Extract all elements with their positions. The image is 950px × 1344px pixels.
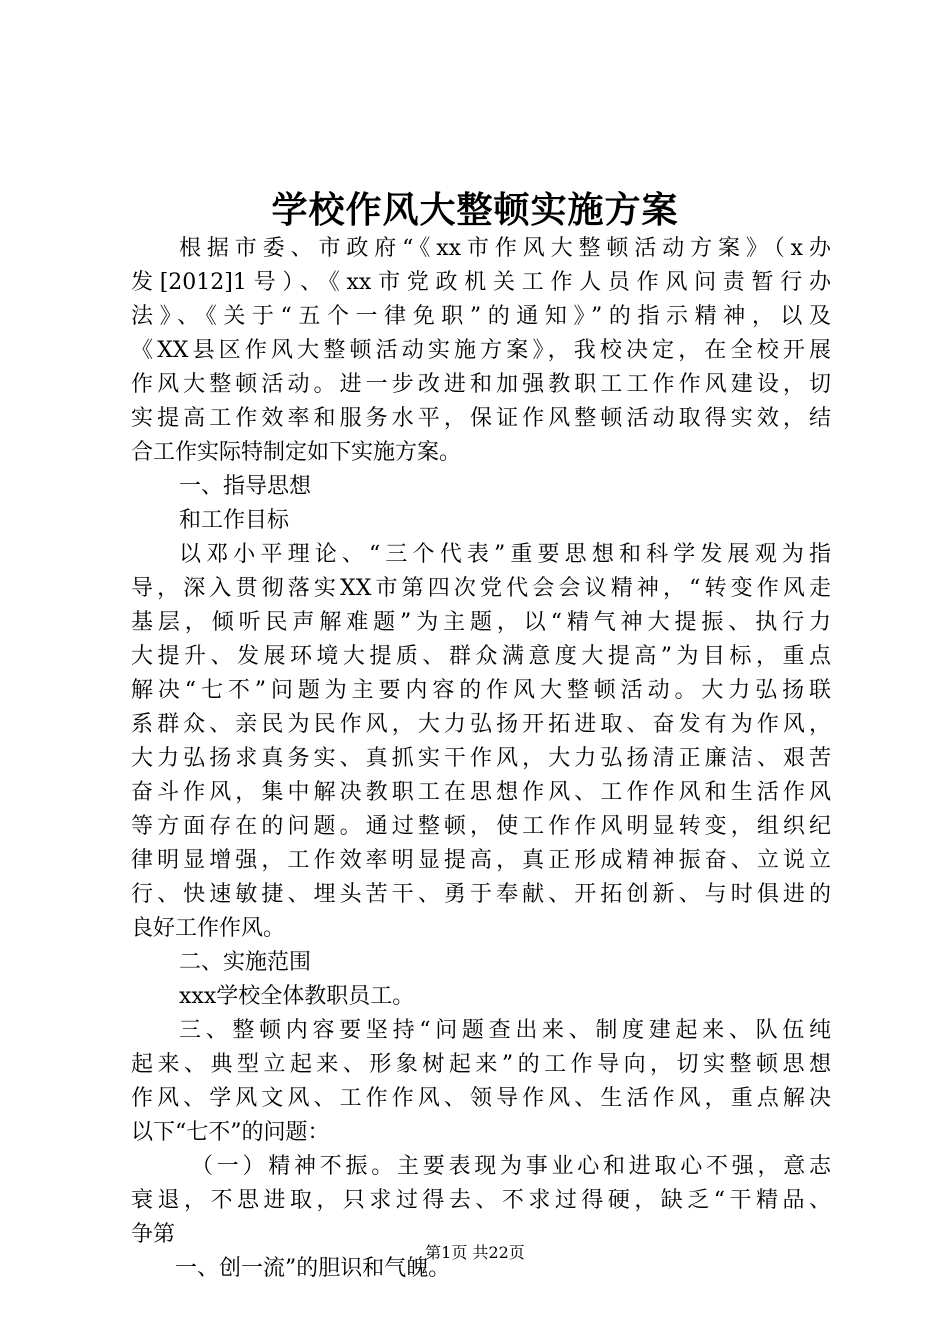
body-line: 合工作实际特制定如下实施方案。 <box>131 440 462 465</box>
body-line: 发[2012]1号）、《xx市党政机关工作人员作风问责暂行办 <box>131 270 831 295</box>
body-line: （一）精神不振。主要表现为事业心和进取心不强，意志 <box>191 1154 831 1179</box>
body-line: 《XX县区作风大整顿活动实施方案》，我校决定，在全校开展 <box>131 338 831 363</box>
section-heading: 一、指导思想 <box>179 474 312 499</box>
body-line: 根据市委、市政府“《xx市作风大整顿活动方案》（x办 <box>179 236 831 261</box>
body-line: 争第 <box>131 1222 176 1247</box>
body-line: 以邓小平理论、“三个代表”重要思想和科学发展观为指 <box>179 542 831 567</box>
body-line: 作风大整顿活动。进一步改进和加强教职工工作作风建设，切 <box>131 372 831 397</box>
body-line: 以下“七不”的问题： <box>131 1120 330 1145</box>
body-line: 系群众、亲民为民作风，大力弘扬开拓进取、奋发有为作风， <box>131 712 831 737</box>
body-line: 一、创一流”的胆识和气魄。 <box>175 1256 451 1281</box>
body-line: 基层，倾听民声解难题”为主题，以“精气神大提振、执行力 <box>131 610 831 635</box>
body-line: 大力弘扬求真务实、真抓实干作风，大力弘扬清正廉洁、艰苦 <box>131 746 831 771</box>
section-heading: 三、整顿内容要坚持“问题查出来、制度建起来、队伍纯 <box>179 1018 831 1043</box>
body-line: 律明显增强，工作效率明显提高，真正形成精神振奋、立说立 <box>131 848 831 873</box>
body-line: 作风、学风文风、工作作风、领导作风、生活作风，重点解决 <box>131 1086 831 1111</box>
page-footer: 第1页 共22页 <box>425 1243 525 1262</box>
body-line: 衰退，不思进取，只求过得去、不求过得硬，缺乏“干精品、 <box>131 1188 831 1213</box>
body-line: 大提升、发展环境大提质、群众满意度大提高”为目标，重点 <box>131 644 831 669</box>
body-line: 行、快速敏捷、埋头苦干、勇于奉献、开拓创新、与时俱进的 <box>131 882 831 907</box>
body-line: xxx学校全体教职员工。 <box>179 984 415 1009</box>
document-body <box>131 232 831 1286</box>
body-line: 法》、《关于“五个一律免职”的通知》”的指示精神，以及 <box>131 304 831 329</box>
body-line: 奋斗作风，集中解决教职工在思想作风、工作作风和生活作风 <box>131 780 831 805</box>
section-heading: 二、实施范围 <box>179 950 312 975</box>
document-title: 学校作风大整顿实施方案 <box>271 189 679 231</box>
body-line: 解决“七不”问题为主要内容的作风大整顿活动。大力弘扬联 <box>131 678 831 703</box>
body-line: 实提高工作效率和服务水平，保证作风整顿活动取得实效，结 <box>131 406 831 431</box>
body-line: 导，深入贯彻落实XX市第四次党代会会议精神，“转变作风走 <box>131 576 831 601</box>
body-line: 等方面存在的问题。通过整顿，使工作作风明显转变，组织纪 <box>131 814 831 839</box>
body-line: 和工作目标 <box>179 508 290 533</box>
body-line: 良好工作作风。 <box>131 916 286 941</box>
body-line: 起来、典型立起来、形象树起来”的工作导向，切实整顿思想 <box>131 1052 831 1077</box>
